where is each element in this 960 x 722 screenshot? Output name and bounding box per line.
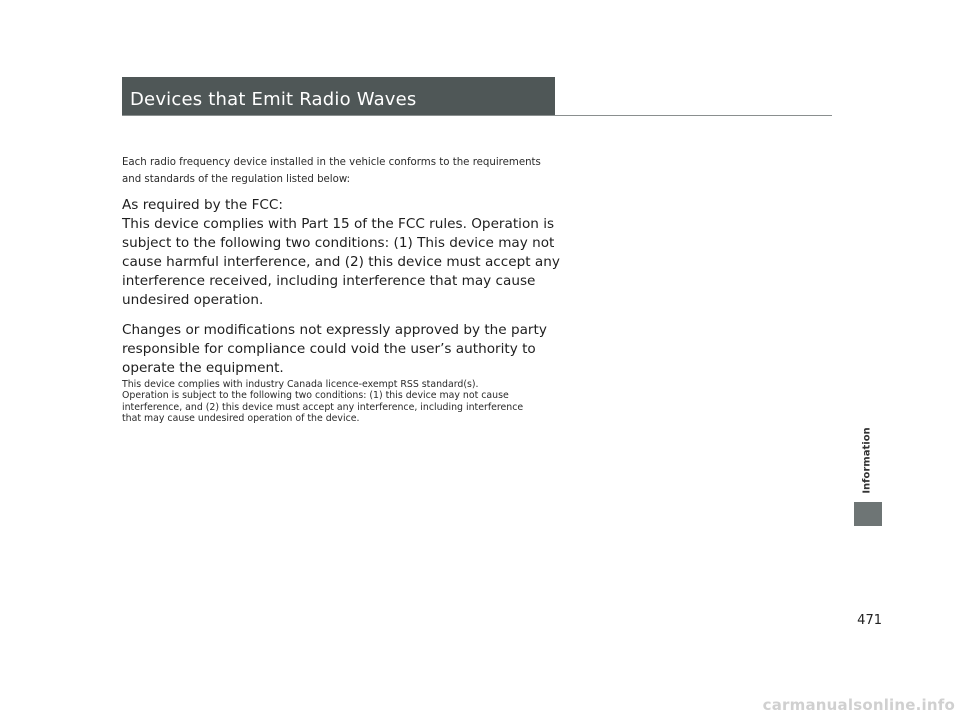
section-title-text: Devices that Emit Radio Waves	[130, 89, 417, 110]
fcc-heading: As required by the FCC:	[122, 197, 283, 213]
page-number: 471	[857, 613, 882, 628]
intro-paragraph	[122, 154, 562, 188]
chapter-tab	[854, 502, 882, 526]
fcc-paragraph-line: undesired operation.	[122, 292, 264, 308]
fcc-section	[122, 196, 562, 378]
header-divider	[122, 115, 832, 116]
fcc-changes-line: operate the equipment.	[122, 360, 284, 376]
canada-line: that may cause undesired operation of the device.	[122, 413, 360, 425]
canada-line: This device complies with industry Canada licence-exempt RSS standard(s).	[122, 379, 479, 390]
watermark: carmanualsonline.info	[762, 696, 955, 714]
canada-notice	[122, 379, 562, 425]
canada-line: Operation is subject to the following two conditions: (1) this device may not cause	[122, 390, 509, 402]
fcc-paragraph-line: This device complies with Part 15 of the FCC rules. Operation is	[122, 216, 555, 232]
fcc-changes-line: responsible for compliance could void the user’s authority to	[122, 341, 536, 357]
fcc-paragraph-line: subject to the following two conditions: (1) This device may not	[122, 235, 555, 251]
canada-line: interference, and (2) this device must accept any interference, including interference	[122, 401, 524, 413]
intro-line: and standards of the regulation listed below:	[122, 174, 351, 185]
fcc-paragraph-line: cause harmful interference, and (2) this device must accept any	[122, 254, 560, 270]
chapter-side-label	[852, 420, 882, 500]
intro-line: Each radio frequency device installed in the vehicle conforms to the requirements	[122, 157, 541, 168]
fcc-paragraph-line: interference received, including interference that may cause	[122, 273, 536, 289]
fcc-changes-line: Changes or modifications not expressly approved by the party	[122, 322, 547, 338]
section-title	[122, 77, 555, 115]
chapter-label-text: Information	[861, 426, 873, 494]
paragraph-gap	[122, 310, 562, 321]
